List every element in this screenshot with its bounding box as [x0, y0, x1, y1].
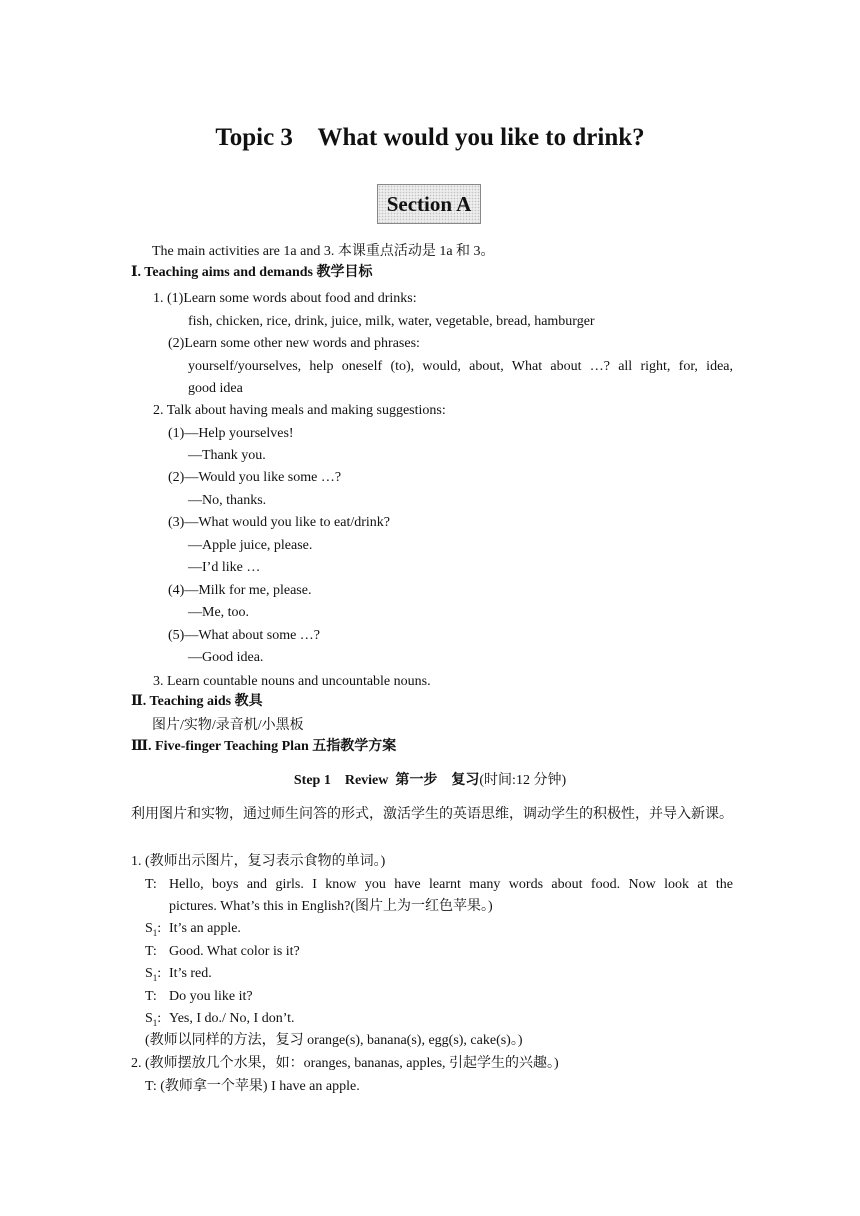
aim-1-1: 1. (1)Learn some words about food and drinks: [153, 291, 417, 306]
heading-teaching-aims: Ⅰ. Teaching aims and demands 教学目标 [131, 265, 373, 280]
speaker-s1-3: $S_1$: [145, 1011, 162, 1028]
step-1-heading [0, 772, 860, 790]
speaker-t-3: T: [145, 989, 157, 1004]
section-heading: Section A [386, 192, 472, 216]
speaker-s1-2: $S_1$: [145, 966, 162, 983]
student-line-3: Yes, I do./ No, I don’t. [169, 1011, 295, 1026]
dialog-3-line-c: —I’d like … [188, 560, 261, 575]
student-line-2: It’s red. [169, 966, 212, 981]
teaching-aids-list: 图片/实物/录音机/小黑板 [152, 718, 304, 733]
section-heading-box [377, 184, 481, 224]
aim-2: 2. Talk about having meals and making suggestions: [153, 403, 446, 418]
dialog-2-line-b: —No, thanks. [188, 493, 267, 508]
dialog-4-line-a: (4)—Milk for me, please. [168, 583, 312, 598]
dialog-3-line-b: —Apple juice, please. [188, 538, 313, 553]
aim-1-2: (2)Learn some other new words and phrases: [168, 336, 420, 351]
intro-text: The main activities are 1a and 3. 本课重点活动是 1a 和 3。 [152, 244, 495, 259]
teacher-line-last: T: (教师拿一个苹果) I have an apple. [145, 1079, 360, 1094]
aim-1-1-words: fish, chicken, rice, drink, juice, milk, water, vegetable, bread, hamburger [188, 314, 595, 329]
teacher-line-2: Good. What color is it? [169, 944, 300, 959]
speaker-t-1: T: [145, 877, 157, 892]
item-2: 2. (教师摆放几个水果，如：oranges, bananas, apples, 引起学生的兴趣。) [131, 1056, 559, 1071]
teacher-note-1: (教师以同样的方法，复习 orange(s), banana(s), egg(s), cake(s)。) [145, 1033, 523, 1048]
dialog-1-line-a: (1)—Help yourselves! [168, 426, 294, 441]
speaker-t-2: T: [145, 944, 157, 959]
heading-teaching-aids: Ⅱ. Teaching aids 教具 [131, 694, 263, 709]
dialog-2-line-a: (2)—Would you like some …? [168, 470, 342, 485]
teacher-line-3: Do you like it? [169, 989, 253, 1004]
dialog-5-line-b: —Good idea. [188, 650, 264, 665]
student-line-1: It’s an apple. [169, 921, 241, 936]
aim-1-2-words-line1: yourself/yourselves, help oneself (to), would, about, What about …? all right, for, idea, [188, 359, 733, 374]
aim-1-2-words-line2: good idea [188, 381, 243, 396]
step-1-time: (时间:12 分钟) [479, 773, 567, 788]
teacher-line-1b: pictures. What’s this in English?(图片上为一红色苹果。) [169, 899, 493, 914]
dialog-3-line-a: (3)—What would you like to eat/drink? [168, 515, 390, 530]
step-1-description: 利用图片和实物，通过师生问答的形式，激活学生的英语思维，调动学生的积极性，并导入新课。 [131, 807, 733, 822]
dialog-5-line-a: (5)—What about some …? [168, 628, 321, 643]
dialog-1-line-b: —Thank you. [188, 448, 266, 463]
teacher-line-1a: Hello, boys and girls. I know you have learnt many words about food. Now look at the [169, 877, 733, 892]
speaker-s1-1: $S_1$: [145, 921, 162, 938]
document-title: Topic 3 What would you like to drink? [215, 124, 645, 151]
step-1-title: Step 1 Review 第一步 复习 [293, 773, 480, 788]
aim-3: 3. Learn countable nouns and uncountable nouns. [153, 674, 431, 689]
item-1: 1. (教师出示图片，复习表示食物的单词。) [131, 854, 386, 869]
dialog-4-line-b: —Me, too. [188, 605, 250, 620]
heading-five-finger-plan: Ⅲ. Five-finger Teaching Plan 五指教学方案 [131, 739, 397, 754]
